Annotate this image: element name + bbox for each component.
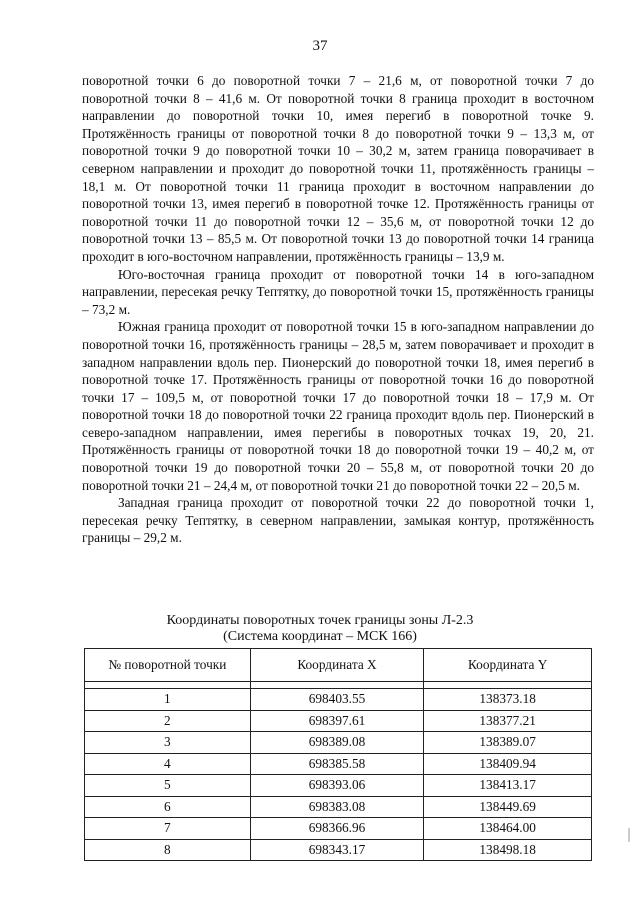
table-row	[85, 753, 592, 775]
table-caption	[0, 613, 640, 645]
table-row	[85, 710, 592, 732]
cell-coordinate-x: 698366.96	[250, 818, 424, 840]
cell-coordinate-y: 138413.17	[424, 775, 592, 797]
cell-point-number: 8	[85, 839, 251, 861]
cell-coordinate-y: 138449.69	[424, 796, 592, 818]
coordinates-table	[84, 648, 592, 861]
header-point-number: № поворотной точки	[85, 649, 251, 682]
cell-coordinate-x: 698383.08	[250, 796, 424, 818]
table-caption-title: Координаты поворотных точек границы зоны Л-2.3	[166, 613, 474, 628]
cell-coordinate-y: 138373.18	[424, 689, 592, 711]
page-number: 37	[312, 38, 328, 54]
table-header-row	[85, 649, 592, 682]
cell-point-number: 2	[85, 710, 251, 732]
cell-coordinate-y: 138464.00	[424, 818, 592, 840]
table-row	[85, 775, 592, 797]
table-caption-subtitle: (Система координат – МСК 166)	[223, 629, 417, 644]
paragraph-west-border: Западная граница проходит от поворотной точки 22 до поворотной точки 1, пересекая речку Тептятку, в северном направлении, замыкая контур, протяжённость границы – 29,2 м.	[82, 495, 594, 546]
cell-point-number: 4	[85, 753, 251, 775]
scan-margin-mark	[628, 828, 630, 842]
cell-point-number: 3	[85, 732, 251, 754]
cell-coordinate-y: 138389.07	[424, 732, 592, 754]
cell-coordinate-x: 698403.55	[250, 689, 424, 711]
cell-point-number: 7	[85, 818, 251, 840]
cell-coordinate-x: 698385.58	[250, 753, 424, 775]
cell-point-number: 1	[85, 689, 251, 711]
paragraph-continuation: поворотной точки 6 до поворотной точки 7 – 21,6 м, от поворотной точки 7 до поворотной точки 8 – 41,6 м. От поворотной точки 8 граница проходит в восточном направлении до поворотной точки 10, имея перегиб в поворотной точке 9. Протяжённость границы от поворотной точки 8 до поворотной точки 9 – 13,3 м, от поворотной точки 9 до поворотной точки 10 – 30,2 м, затем граница поворачивает в северном направлении и проходит до поворотной точки 11, протяжённость границы – 18,1 м. От поворотной точки 11 граница проходит в восточном направлении до поворотной точки 13, имея перегиб в поворотной точке 12. Протяжённость границы от поворотной точки 11 до поворотной точки 12 – 35,6 м, от поворотной точки 12 до поворотной точки 13 – 85,5 м. От поворотной точки 13 до поворотной точки 14 граница проходит в юго-восточном направлении, протяжённость границы – 13,9 м.	[82, 73, 594, 264]
paragraph-southeast-border: Юго-восточная граница проходит от поворотной точки 14 в юго-западном направлении, пересекая речку Тептятку, до поворотной точки 15, протяжённость границы – 73,2 м.	[82, 266, 594, 317]
cell-point-number: 5	[85, 775, 251, 797]
cell-coordinate-x: 698397.61	[250, 710, 424, 732]
cell-coordinate-y: 138377.21	[424, 710, 592, 732]
header-coordinate-y: Координата Y	[424, 649, 592, 682]
table-spacer-row	[85, 682, 592, 689]
cell-point-number: 6	[85, 796, 251, 818]
header-coordinate-x: Координата X	[250, 649, 424, 682]
cell-coordinate-x: 698389.08	[250, 732, 424, 754]
table-row	[85, 839, 592, 861]
cell-coordinate-x: 698393.06	[250, 775, 424, 797]
cell-coordinate-y: 138498.18	[424, 839, 592, 861]
cell-coordinate-x: 698343.17	[250, 839, 424, 861]
spacer-cell	[85, 682, 251, 689]
table-row	[85, 689, 592, 711]
spacer-cell	[424, 682, 592, 689]
table-row	[85, 732, 592, 754]
cell-coordinate-y: 138409.94	[424, 753, 592, 775]
body-text	[82, 72, 594, 547]
spacer-cell	[250, 682, 424, 689]
table-row	[85, 796, 592, 818]
table-row	[85, 818, 592, 840]
paragraph-south-border: Южная граница проходит от поворотной точки 15 в юго-западном направлении до поворотной точки 16, протяжённость границы – 28,5 м, затем поворачивает и проходит в западном направлении вдоль пер. Пионерский до поворотной точки 18, имея перегиб в поворотной точке 17. Протяжённость границы от поворотной точки 16 до поворотной точки 17 – 109,5 м, от поворотной точки 17 до поворотной точки 18 – 17,9 м. От поворотной точки 18 до поворотной точки 22 граница проходит вдоль пер. Пионерский в северо-западном направлении, имея перегибы в поворотных точках 19, 20, 21. Протяжённость границы от поворотной точки 18 до поворотной точки 19 – 40,2 м, от поворотной точки 19 до поворотной точки 20 – 55,8 м, от поворотной точки 20 до поворотной точки 21 – 24,4 м, от поворотной точки 21 до поворотной точки 22 – 20,5 м.	[82, 319, 594, 493]
